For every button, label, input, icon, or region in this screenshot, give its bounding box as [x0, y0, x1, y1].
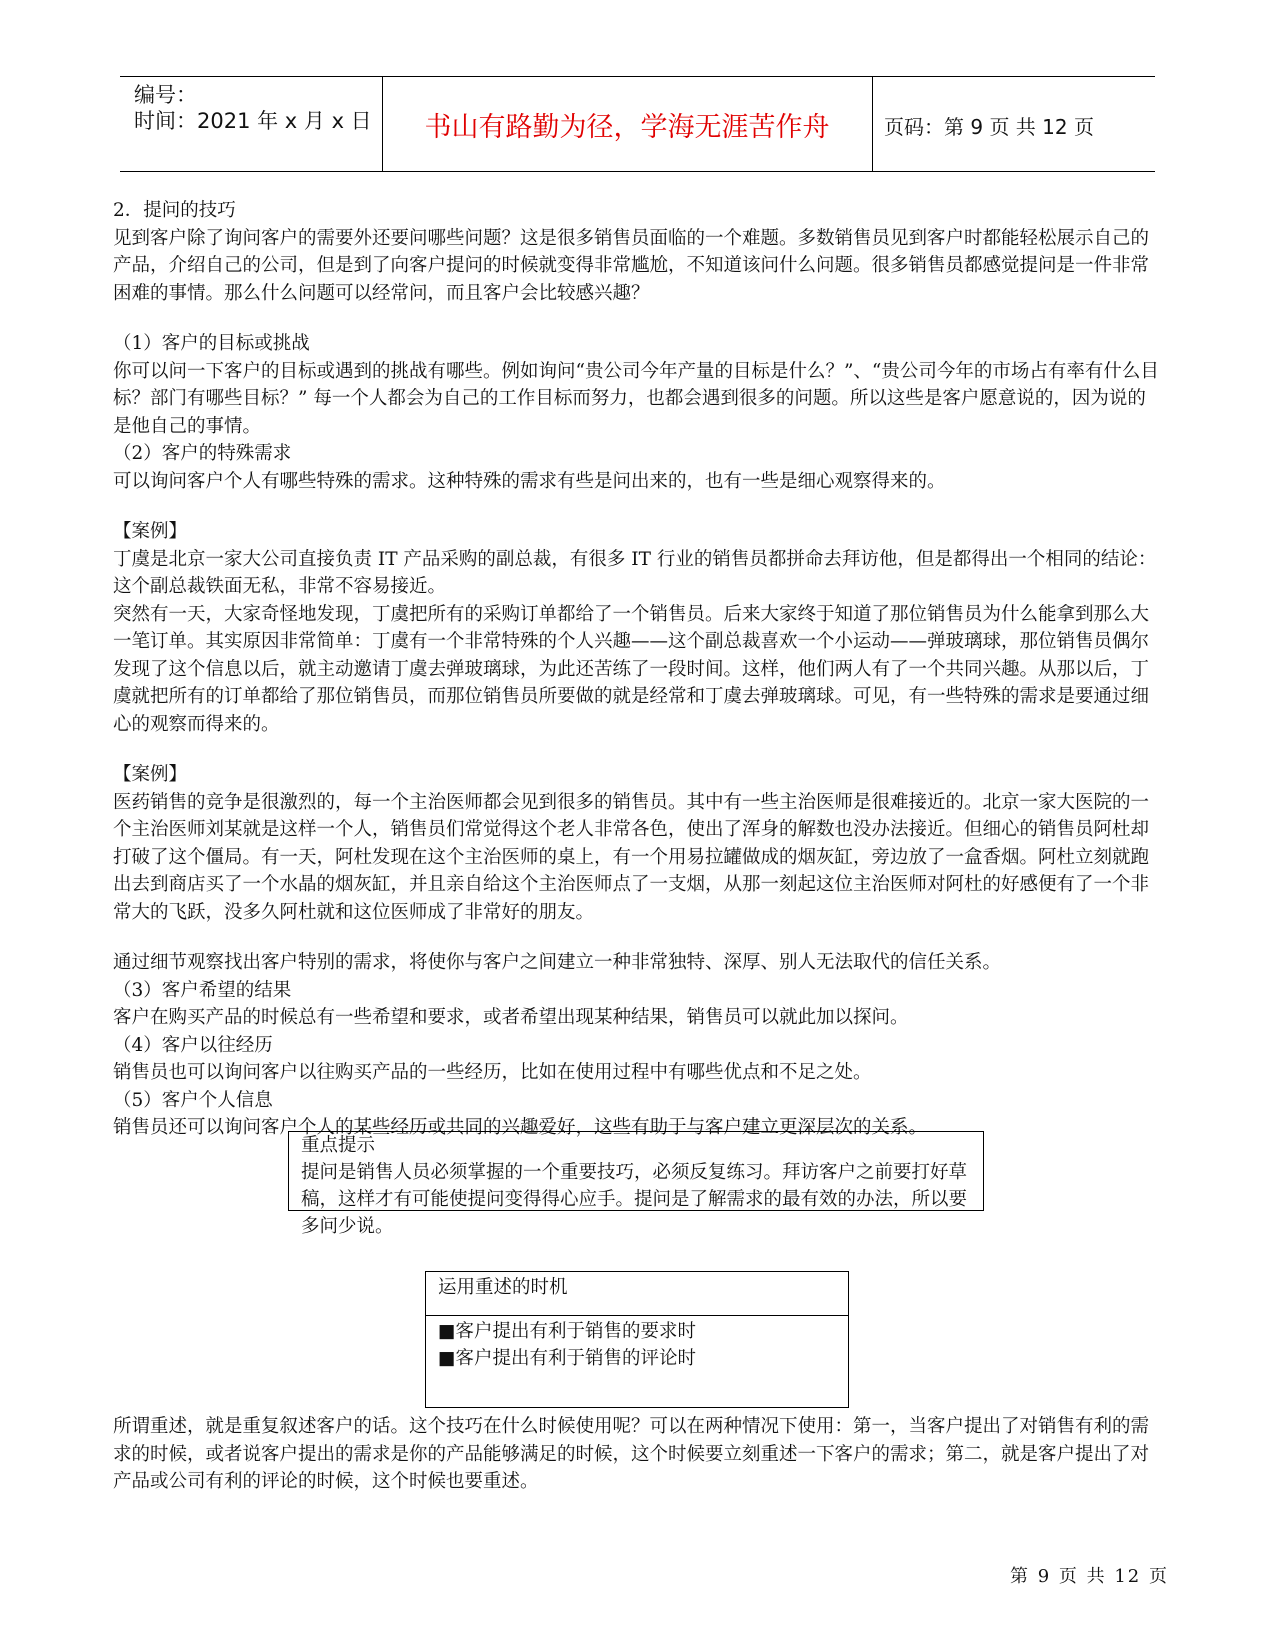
- page-footer: 第 9 页 共 12 页: [1010, 1566, 1169, 1587]
- intro-paragraph: 见到客户除了询问客户的需要外还要问哪些问题？这是很多销售员面临的一个难题。多数销售员见到客户时都能轻松展示自己的产品，介绍自己的公司，但是到了向客户提问的时候就变得非常尴尬，不知道该问什么问题。很多销售员都感觉提问是一件非常困难的事情。那么什么问题可以经常问，而且客户会比较感兴趣？: [113, 227, 1150, 304]
- number-label: 编号：: [134, 83, 197, 107]
- motto: 书山有路勤为径，学海无涯苦作舟: [424, 112, 830, 143]
- page-header: [120, 76, 1155, 172]
- header-meta-cell: [120, 77, 383, 171]
- case2-paragraph: 医药销售的竞争是很激烈的，每一个主治医师都会见到很多的销售员。其中有一些主治医师是很难接近的。北京一家大医院的一个主治医师刘某就是这样一个人，销售员们常觉得这个老人非常各色，使出了浑身的解数也没办法接近。但细心的销售员阿杜却打破了这个僵局。有一天，阿杜发现在这个主治医师的桌上，有一个用易拉罐做成的烟灰缸，旁边放了一盒香烟。阿杜立刻就跑出去到商店买了一个水晶的烟灰缸，并且亲自给这个主治医师点了一支烟，从那一刻起这位主治医师对阿杜的好感便有了一个非常大的飞跃，没多久阿杜就和这位医师成了非常好的朋友。: [113, 791, 1150, 923]
- case2-label: 【案例】: [113, 764, 188, 785]
- header-motto-cell: [382, 77, 873, 171]
- summary-paragraph: 通过细节观察找出客户特别的需求，将使你与客户之间建立一种非常独特、深厚、别人无法取代的信任关系。: [113, 952, 1002, 973]
- case1-paragraph-1: 丁虞是北京一家大公司直接负责 IT 产品采购的副总裁，有很多 IT 行业的销售员都拼命去拜访他，但是都得出一个相同的结论：这个副总裁铁面无私，非常不容易接近。: [113, 548, 1157, 597]
- item2-text: 可以询问客户个人有哪些特殊的需求。这种特殊的需求有些是问出来的，也有一些是细心观察得来的。: [113, 470, 946, 492]
- closing-paragraph: 所谓重述，就是重复叙述客户的话。这个技巧在什么时候使用呢？可以在两种情况下使用：第一，当客户提出了对销售有利的需求的时候，或者说客户提出的需求是你的产品能够满足的时候，这个时候要立刻重述一下客户的需求；第二，就是客户提出了对产品或公司有利的评论的时候，这个时候也要重述。: [113, 1416, 1150, 1492]
- item1-title: （1）客户的目标或挑战: [113, 333, 310, 354]
- item4-title: （4）客户以往经历: [113, 1034, 273, 1056]
- item1-text: 你可以问一下客户的目标或遇到的挑战有哪些。例如询问“贵公司今年产量的目标是什么？”、“贵公司今年的市场占有率有什么目标？部门有哪些目标？” 每一个人都会为自己的工作目标而努力，也都会遇到很多的问题。所以这些是客户愿意说的，因为说的是他自己的事情。: [113, 360, 1159, 437]
- item5-text: 销售员还可以询问客户个人的某些经历或共同的兴趣爱好，这些有助于与客户建立更深层次的关系。: [113, 1117, 928, 1138]
- table-title: 运用重述的时机: [426, 1272, 848, 1316]
- item5-title: （5）客户个人信息: [113, 1089, 273, 1111]
- table-items: [426, 1316, 848, 1374]
- restate-timing-table: [425, 1271, 849, 1408]
- tip-title: 重点提示: [301, 1135, 376, 1156]
- case1-label: 【案例】: [113, 521, 188, 542]
- item3-title: （3）客户希望的结果: [113, 979, 292, 1001]
- section-title: 2．提问的技巧: [113, 200, 236, 221]
- table-item: ■客户提出有利于销售的评论时: [438, 1348, 696, 1369]
- time-label: 时间：2021 年 x 月 x 日: [134, 109, 372, 133]
- closing-section: [113, 1413, 1163, 1496]
- document-body: [113, 197, 1163, 1142]
- item4-text: 销售员也可以询问客户以往购买产品的一些经历，比如在使用过程中有哪些优点和不足之处。: [113, 1062, 872, 1083]
- page-info: 页码：第 9 页 共 12 页: [884, 115, 1094, 139]
- table-item: ■客户提出有利于销售的要求时: [438, 1321, 696, 1342]
- tip-text: 提问是销售人员必须掌握的一个重要技巧，必须反复练习。拜访客户之前要打好草稿，这样才有可能使提问变得得心应手。提问是了解需求的最有效的办法，所以要多问少说。: [301, 1162, 968, 1237]
- key-tip-box: [288, 1131, 984, 1237]
- item3-text: 客户在购买产品的时候总有一些希望和要求，或者希望出现某种结果，销售员可以就此加以探问。: [113, 1007, 909, 1028]
- item2-title: （2）客户的特殊需求: [113, 443, 292, 464]
- header-page-cell: [872, 77, 1155, 171]
- case1-paragraph-2: 突然有一天，大家奇怪地发现，丁虞把所有的采购订单都给了一个销售员。后来大家终于知道了那位销售员为什么能拿到那么大一笔订单。其实原因非常简单：丁虞有一个非常特殊的个人兴趣——这个副总裁喜欢一个小运动——弹玻璃球，那位销售员偶尔发现了这个信息以后，就主动邀请丁虞去弹玻璃球，为此还苦练了一段时间。这样，他们两人有了一个共同兴趣。从那以后，丁虞就把所有的订单都给了那位销售员，而那位销售员所要做的就是经常和丁虞去弹玻璃球。可见，有一些特殊的需求是要通过细心的观察而得来的。: [113, 603, 1150, 735]
